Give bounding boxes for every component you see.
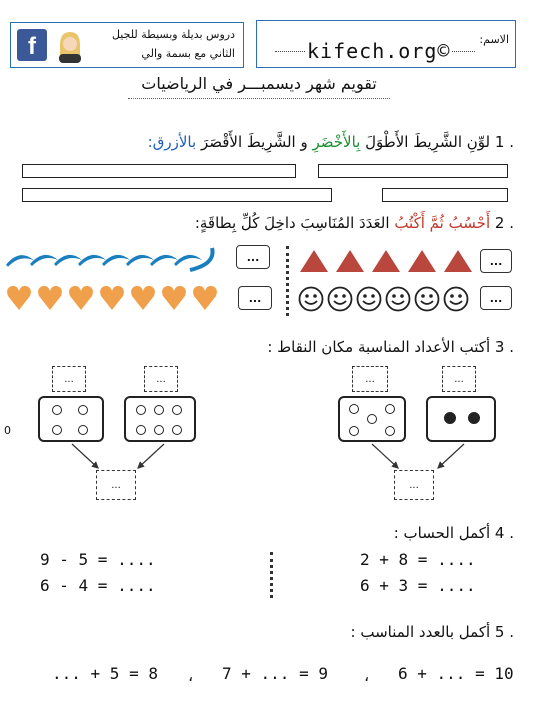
q1-text-a: لوِّنِ الشَّرِيطَ الأَطْوَلَ [365,133,491,151]
q1-text-blue: بالأزرق: [147,133,197,151]
q5-sep-2: ، [364,666,370,685]
moon-icon [150,255,178,266]
heart-icon [193,286,217,310]
dots-box-top-2[interactable]: ... [144,366,178,392]
q1-number: . 1 [494,133,514,151]
triangle-icon [300,250,328,272]
dots-box-sum-left[interactable]: ... [96,470,136,500]
dice-five [338,396,406,442]
dice-pip [154,405,164,415]
dice-four [38,396,104,442]
brand-line-1: دروس بديلة وبسيطة للجيل [111,28,235,41]
avatar-icon [55,29,85,63]
triangle-icon [444,250,472,272]
q4-text: أكمل الحساب : [393,524,491,542]
q2-text-b: العَدَدَ المُنَاسِبَ داخِلَ كُلِّ بِطاقَةٍ: [194,214,390,232]
q4-left-2: 6 - 4 = .... [40,576,156,595]
answer-card-hearts[interactable]: ... [238,286,272,310]
ribbon-right-bottom[interactable] [382,188,508,202]
moons-row [4,244,216,274]
answer-card-moons[interactable]: ... [236,245,270,269]
moon-icon [126,255,154,266]
dice-pip [52,425,62,435]
dice-pip [136,425,146,435]
ribbon-left-bottom[interactable] [22,188,332,202]
q4-left-1: 9 - 5 = .... [40,550,156,569]
q5-text: أكمل بالعدد المناسب : [350,623,491,641]
moon-icon [78,255,106,266]
arrows-left [60,442,200,472]
dice-pip [349,426,359,436]
dice-six [124,396,196,442]
q1-instruction [148,133,514,151]
q4-right-1: 2 + 8 = .... [360,550,476,569]
heart-icon [69,286,93,310]
triangle-icon [336,250,364,272]
answer-card-smileys[interactable]: ... [480,286,512,310]
page-title: تقويم شهر ديسمبـــر في الرياضيات [141,74,377,93]
q5-sep-1: ، [188,666,194,685]
dice-two [426,396,496,442]
dots-box-top-4[interactable]: ... [442,366,476,392]
facebook-icon[interactable]: f [17,29,47,61]
q5-eq-2: 7 + ... = 9 [222,664,328,683]
brand-line-2: الثاني مع بسمة والي [141,47,235,60]
name-label: الاسم: [479,33,509,46]
dice-pip [78,425,88,435]
q4-instruction [394,524,514,542]
q5-eq-3: 6 + ... = 10 [398,664,514,683]
q2-divider [286,246,289,316]
smiley-icon [358,288,381,311]
smiley-icon [445,288,468,311]
moon-icon [30,255,58,266]
heart-icon [7,286,31,310]
dice-pip [349,404,359,414]
dice-pip [444,412,456,424]
triangle-icon [408,250,436,272]
dice-pip [367,414,377,424]
dice-pip [468,412,480,424]
q4-number: . 4 [494,524,514,542]
title-underline [128,98,390,99]
q3-number: . 3 [494,338,514,356]
name-box [256,20,516,68]
triangles-row [298,246,474,274]
q4-divider [270,552,273,598]
dice-pip [154,425,164,435]
q1-text-b: و الشَّرِيطَ الأَقْصَرَ [200,133,308,151]
dice-pip [78,405,88,415]
heart-icon [100,286,124,310]
dots-box-top-1[interactable]: ... [52,366,86,392]
q5-number: . 5 [494,623,514,641]
dice-pip [172,425,182,435]
smiley-icon [300,288,323,311]
margin-mark: 0 [4,424,11,437]
triangle-icon [372,250,400,272]
moon-icon [54,255,82,266]
dice-pip [172,405,182,415]
q2-text-red: أَحْسُبُ ثُمَّ أَكْتُبُ [394,214,491,232]
q2-instruction [195,214,514,232]
watermark-text: kifech.org© [307,39,451,63]
dots-box-top-3[interactable]: ... [352,366,388,392]
moon-icon [102,255,130,266]
hearts-row [4,284,222,314]
brand-box [10,22,244,68]
ribbon-left-top[interactable] [22,164,296,178]
moon-icon [6,255,34,267]
dice-pip [385,404,395,414]
smiley-icon [329,288,352,311]
q1-text-green: بِالأَخْضَرِ [312,133,361,151]
dice-pip [52,405,62,415]
heart-icon [131,286,155,310]
q3-instruction [267,338,514,356]
answer-card-triangles[interactable]: ... [480,249,512,273]
dice-pip [136,405,146,415]
ribbon-right-top[interactable] [318,164,508,178]
dice-pip [385,426,395,436]
q2-number: . 2 [494,214,514,232]
dots-box-sum-right[interactable]: ... [394,470,434,500]
q5-instruction [351,623,514,641]
q3-text: أكتب الأعداد المناسبة مكان النقاط : [267,338,491,356]
moon-icon [174,255,202,266]
smiley-icon [416,288,439,311]
arrows-right [360,442,500,472]
smileys-row [296,285,472,313]
q5-eq-1: ... + 5 = 8 [52,664,158,683]
q4-right-2: 6 + 3 = .... [360,576,476,595]
heart-icon [38,286,62,310]
heart-icon [162,286,186,310]
smiley-icon [387,288,410,311]
